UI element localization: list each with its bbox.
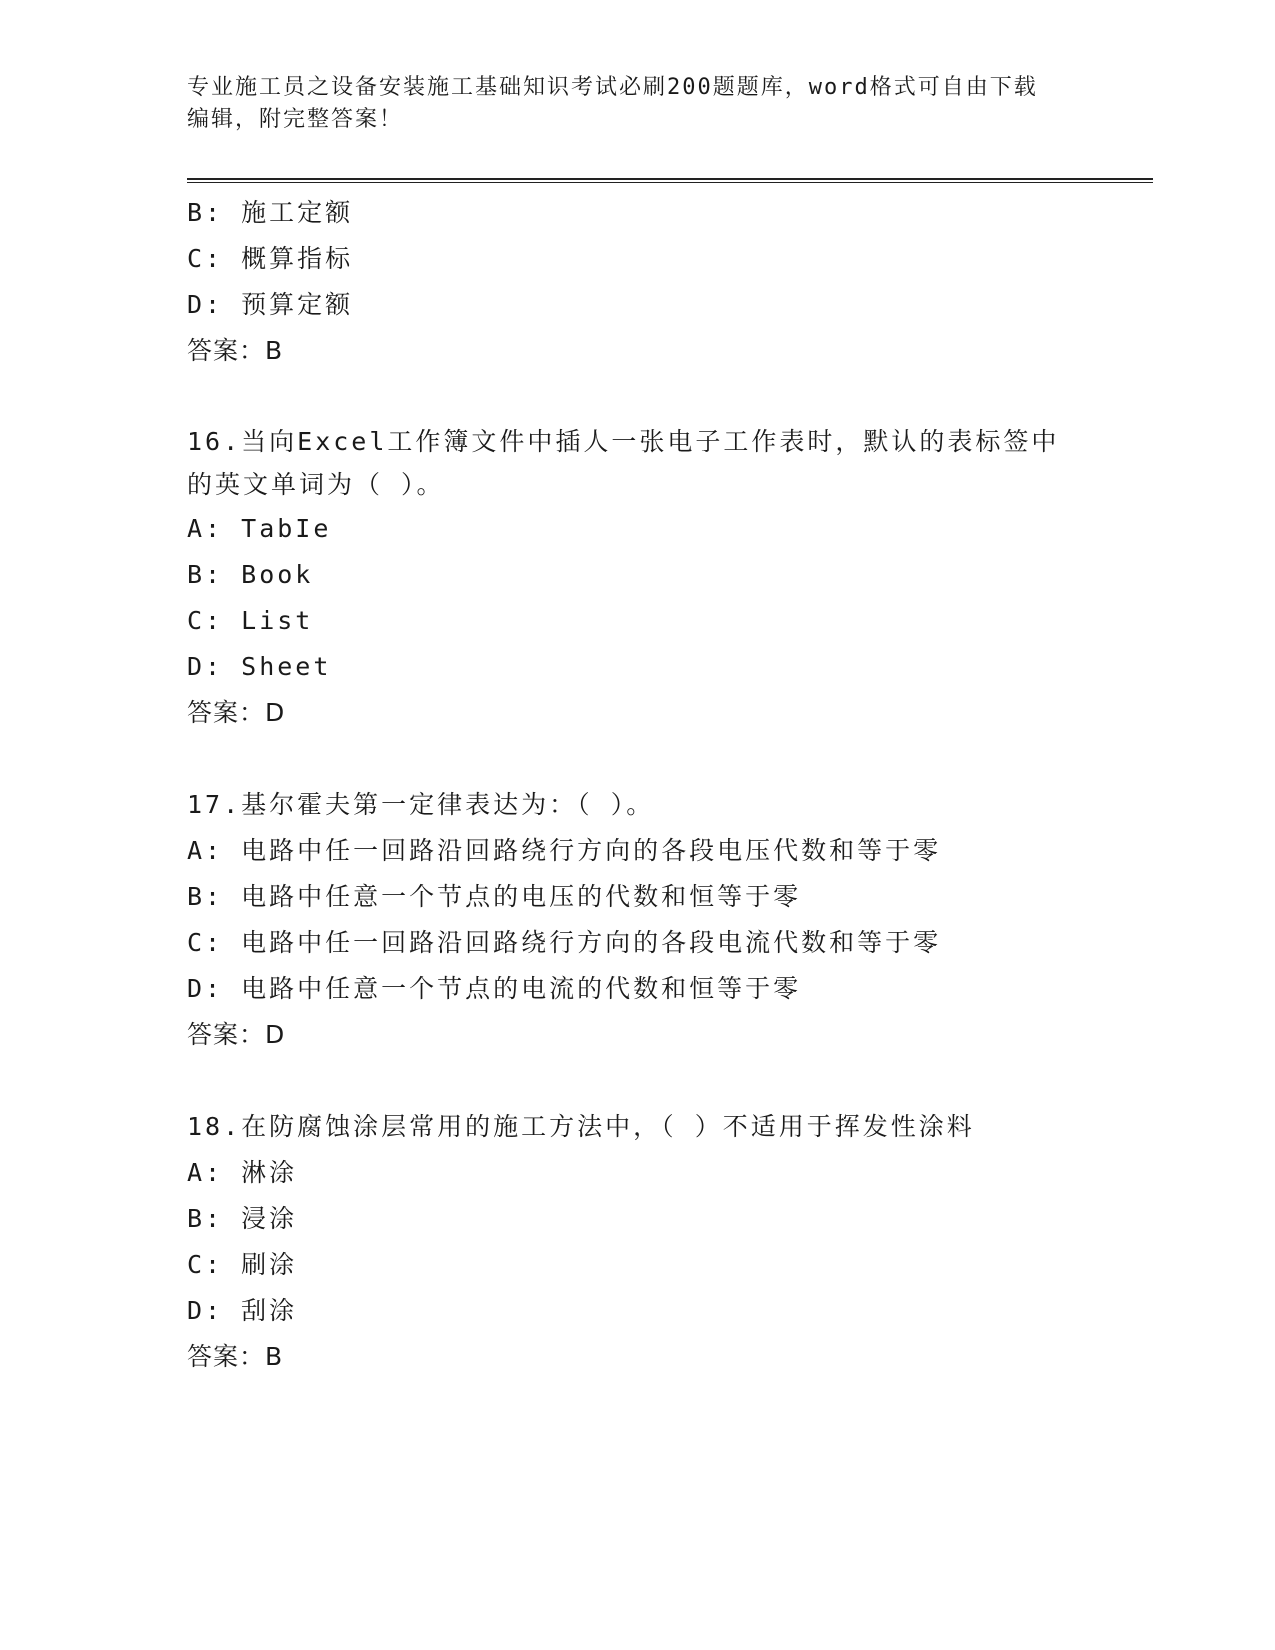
option-c: C: 刷涂	[187, 1250, 298, 1279]
header-title-line-2: 编辑，附完整答案！	[187, 107, 404, 132]
question-17	[187, 782, 1153, 1058]
document-header	[187, 72, 1087, 136]
option-b: B: 电路中任意一个节点的电压的代数和恒等于零	[187, 882, 802, 911]
question-15-continuation	[187, 190, 1153, 374]
answer-line: 答案：D	[187, 1020, 286, 1049]
option-a: A: 淋涂	[187, 1158, 298, 1187]
answer-line: 答案：B	[187, 336, 284, 365]
question-16	[187, 420, 1153, 736]
option-a: A: 电路中任一回路沿回路绕行方向的各段电压代数和等于零	[187, 836, 942, 865]
option-d: D: 刮涂	[187, 1296, 298, 1325]
answer-line: 答案：D	[187, 698, 286, 727]
option-b: B: 施工定额	[187, 198, 354, 227]
option-c: C: 电路中任一回路沿回路绕行方向的各段电流代数和等于零	[187, 928, 942, 957]
question-stem-line-1: 16.当向Excel工作簿文件中插人一张电子工作表时，默认的表标签中	[187, 427, 1060, 456]
option-b: B: 浸涂	[187, 1204, 298, 1233]
header-divider	[187, 178, 1153, 183]
spacer	[187, 736, 1153, 782]
question-stem-line-1: 18.在防腐蚀涂层常用的施工方法中，（ ）不适用于挥发性涂料	[187, 1112, 975, 1141]
option-c: C: List	[187, 606, 314, 635]
question-18	[187, 1104, 1153, 1380]
question-content	[187, 190, 1153, 1380]
option-c: C: 概算指标	[187, 244, 354, 273]
spacer	[187, 374, 1153, 420]
spacer	[187, 1058, 1153, 1104]
option-a: A: TabIe	[187, 514, 332, 543]
option-d: D: Sheet	[187, 652, 332, 681]
option-b: B: Book	[187, 560, 314, 589]
question-stem-line-2: 的英文单词为（ ）。	[187, 470, 445, 499]
answer-line: 答案：B	[187, 1342, 284, 1371]
option-d: D: 电路中任意一个节点的电流的代数和恒等于零	[187, 974, 802, 1003]
option-d: D: 预算定额	[187, 290, 354, 319]
header-title-line-1: 专业施工员之设备安装施工基础知识考试必刷200题题库，word格式可自由下载	[187, 75, 1038, 100]
question-stem-line-1: 17.基尔霍夫第一定律表达为：（ ）。	[187, 790, 655, 819]
